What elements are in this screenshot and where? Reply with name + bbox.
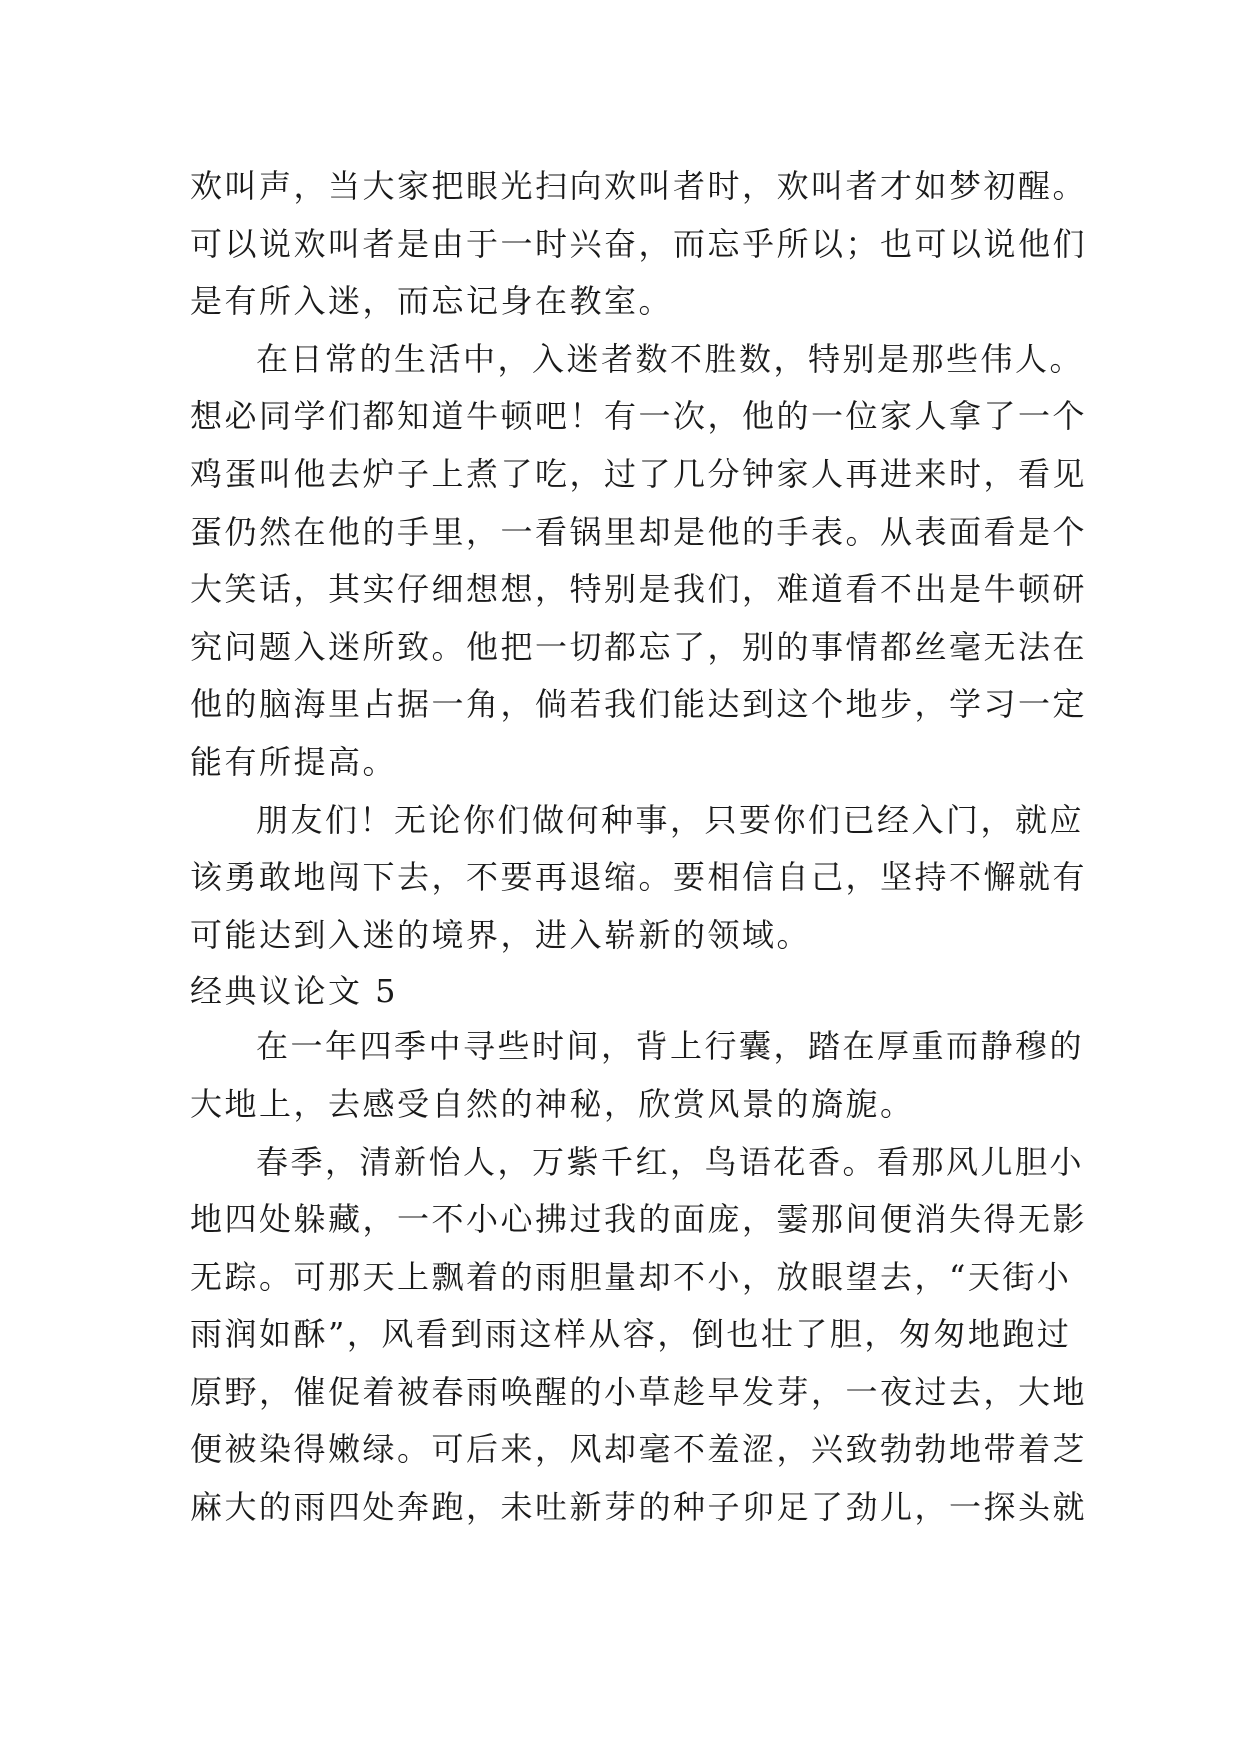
document-body xyxy=(190,158,1088,1537)
text-line: 可以说欢叫者是由于一时兴奋，而忘乎所以；也可以说他们 xyxy=(190,224,1088,263)
text-line: 朋友们！无论你们做何种事，只要你们已经入门，就应 xyxy=(256,800,1085,839)
paragraph xyxy=(190,158,1088,331)
text-line: 他的脑海里占据一角，倘若我们能达到这个地步，学习一定 xyxy=(190,685,1088,724)
section-heading xyxy=(190,964,1060,1018)
text-line: 无踪。可那天上飘着的雨胆量却不小，放眼望去，“天街小 xyxy=(190,1257,1072,1296)
heading-text: 经典议论文 5 xyxy=(190,972,399,1011)
text-line: 能有所提高。 xyxy=(190,742,398,781)
text-line: 究问题入迷所致。他把一切都忘了，别的事情都丝毫无法在 xyxy=(190,627,1088,666)
text-line: 欢叫声，当大家把眼光扫向欢叫者时，欢叫者才如梦初醒。 xyxy=(190,167,1088,205)
text-line: 该勇敢地闯下去，不要再退缩。要相信自己，坚持不懈就有 xyxy=(190,858,1088,897)
text-line: 地四处躲藏，一不小心拂过我的面庞，霎那间便消失得无影 xyxy=(190,1200,1088,1239)
text-line: 想必同学们都知道牛顿吧！有一次，他的一位家人拿了一个 xyxy=(190,397,1088,436)
paragraph xyxy=(190,1134,1088,1537)
text-line: 蛋仍然在他的手里，一看锅里却是他的手表。从表面看是个 xyxy=(190,512,1088,551)
text-line: 大地上，去感受自然的神秘，欣赏风景的旖旎。 xyxy=(190,1084,915,1123)
text-line: 鸡蛋叫他去炉子上煮了吃，过了几分钟家人再进来时，看见 xyxy=(190,454,1088,493)
text-line: 大笑话，其实仔细想想，特别是我们，难道看不出是牛顿研 xyxy=(190,570,1088,609)
paragraph xyxy=(190,1018,1085,1133)
text-line: 麻大的雨四处奔跑，未吐新芽的种子卯足了劲儿，一探头就 xyxy=(190,1488,1088,1527)
text-line: 雨润如酥”，风看到雨这样从容，倒也壮了胆，匆匆地跑过 xyxy=(190,1315,1072,1354)
text-line: 是有所入迷，而忘记身在教室。 xyxy=(190,282,674,321)
text-line: 可能达到入迷的境界，进入崭新的领域。 xyxy=(190,915,812,954)
paragraph xyxy=(190,792,1088,965)
text-line: 在一年四季中寻些时间，背上行囊，踏在厚重而静穆的 xyxy=(256,1027,1085,1066)
paragraph xyxy=(190,331,1088,792)
text-line: 春季，清新怡人，万紫千红，鸟语花香。看那风儿胆小 xyxy=(256,1142,1085,1181)
text-line: 原野，催促着被春雨唤醒的小草趁早发芽，一夜过去，大地 xyxy=(190,1372,1088,1411)
text-line: 在日常的生活中，入迷者数不胜数，特别是那些伟人。 xyxy=(256,339,1085,378)
text-line: 便被染得嫩绿。可后来，风却毫不羞涩，兴致勃勃地带着芝 xyxy=(190,1430,1088,1469)
